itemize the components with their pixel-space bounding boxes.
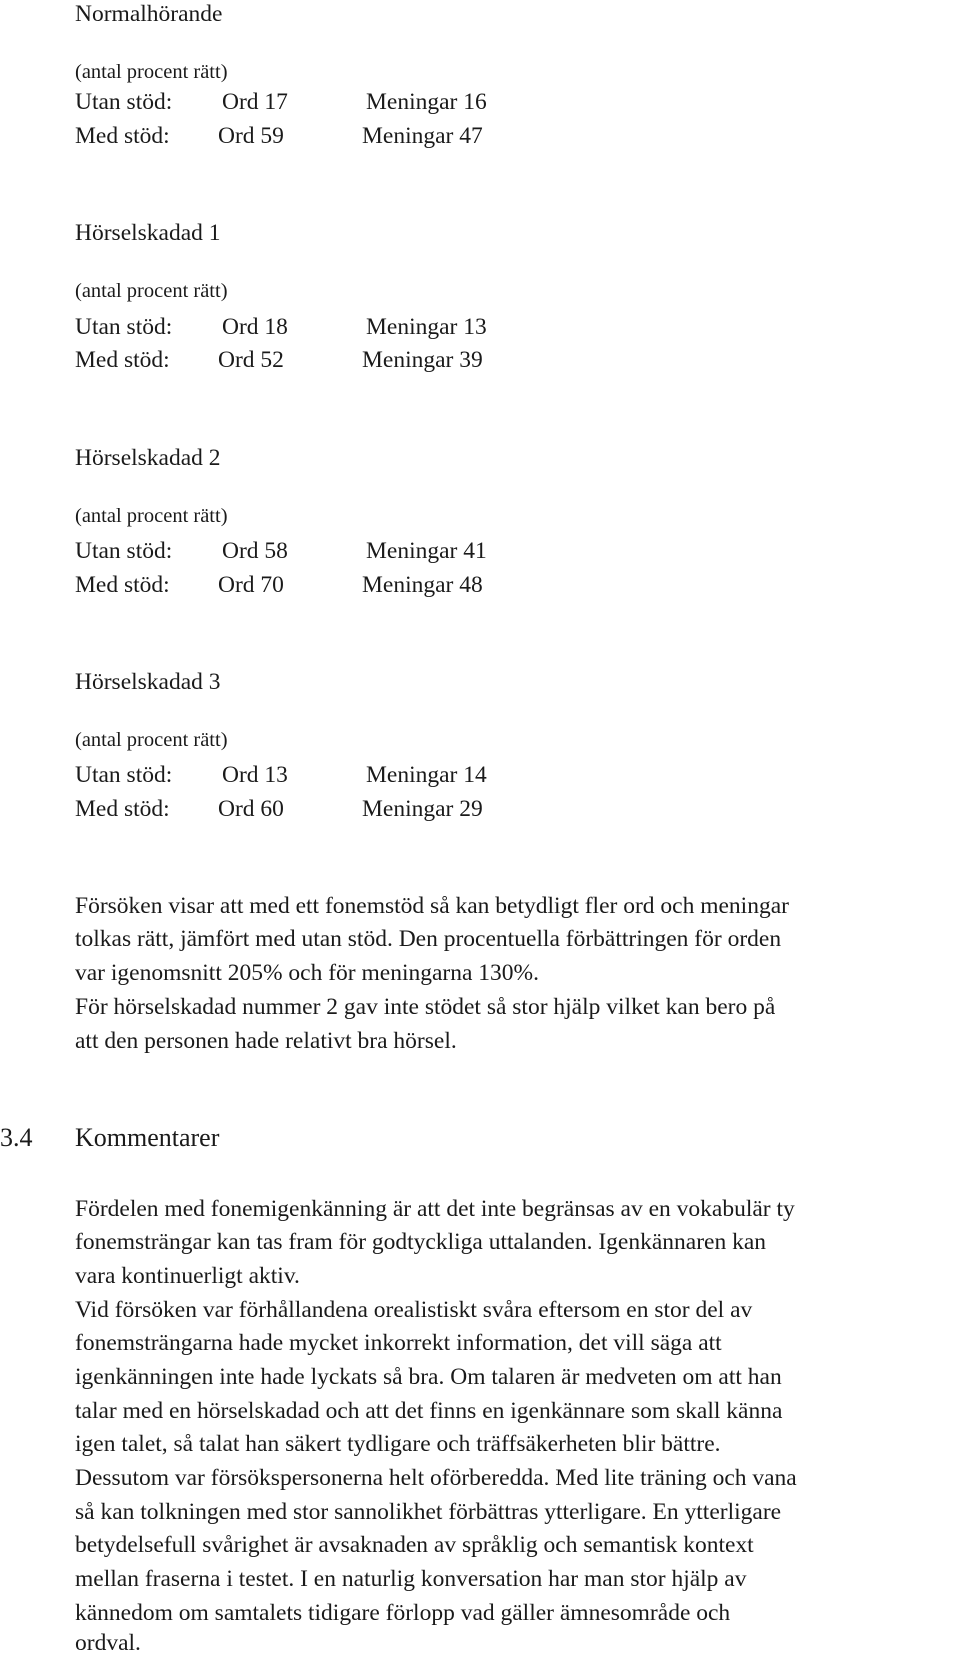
row-label: Utan stöd: <box>75 314 173 340</box>
row-ord: Ord 58 <box>222 538 288 564</box>
group-title: Hörselskadad 2 <box>75 445 221 471</box>
row-meningar: Meningar 47 <box>362 123 483 149</box>
comment-line: fonemsträngar kan tas fram för godtyckliga uttalanden. Igenkännaren kan <box>75 1229 767 1255</box>
summary-line: att den personen hade relativt bra hörsel. <box>75 1028 457 1054</box>
group-unit: (antal procent rätt) <box>75 61 228 83</box>
row-label: Utan stöd: <box>75 89 173 115</box>
row-label: Utan stöd: <box>75 538 173 564</box>
comment-line: Vid försöken var förhållandena orealistiskt svåra eftersom en stor del av <box>75 1297 753 1323</box>
comment-line: Dessutom var försökspersonerna helt oförberedda. Med lite träning och vana <box>75 1465 797 1491</box>
row-ord: Ord 17 <box>222 89 288 115</box>
row-meningar: Meningar 41 <box>366 538 487 564</box>
comment-line: vara kontinuerligt aktiv. <box>75 1263 300 1289</box>
row-meningar: Meningar 39 <box>362 347 483 373</box>
row-meningar: Meningar 16 <box>366 89 487 115</box>
row-ord: Ord 60 <box>218 796 284 822</box>
row-ord: Ord 70 <box>218 572 284 598</box>
row-ord: Ord 52 <box>218 347 284 373</box>
row-ord: Ord 59 <box>218 123 284 149</box>
comment-line: fonemsträngarna hade mycket inkorrekt information, det vill säga att <box>75 1330 722 1356</box>
summary-line: Försöken visar att med ett fonemstöd så kan betydligt fler ord och meningar <box>75 893 789 919</box>
row-meningar: Meningar 13 <box>366 314 487 340</box>
row-label: Med stöd: <box>75 347 170 373</box>
row-meningar: Meningar 14 <box>366 762 487 788</box>
section-title: Kommentarer <box>75 1123 220 1152</box>
comment-line: ordval. <box>75 1630 141 1656</box>
comment-line: kännedom om samtalets tidigare förlopp vad gäller ämnesområde och <box>75 1600 731 1626</box>
comment-line: mellan fraserna i testet. I en naturlig konversation har man stor hjälp av <box>75 1566 747 1592</box>
row-label: Med stöd: <box>75 123 170 149</box>
group-unit: (antal procent rätt) <box>75 729 228 751</box>
comment-line: talar med en hörselskadad och att det finns en igenkännare som skall känna <box>75 1398 783 1424</box>
comment-line: så kan tolkningen med stor sannolikhet förbättras ytterligare. En ytterligare <box>75 1499 782 1525</box>
group-title: Normalhörande <box>75 1 223 27</box>
row-ord: Ord 18 <box>222 314 288 340</box>
summary-line: tolkas rätt, jämfört med utan stöd. Den procentuella förbättringen för orden <box>75 926 782 952</box>
summary-line: var igenomsnitt 205% och för meningarna 130%. <box>75 960 540 986</box>
summary-line: För hörselskadad nummer 2 gav inte stödet så stor hjälp vilket kan bero på <box>75 994 776 1020</box>
row-label: Med stöd: <box>75 796 170 822</box>
comment-line: betydelsefull svårighet är avsaknaden av språklig och semantisk kontext <box>75 1532 754 1558</box>
group-title: Hörselskadad 3 <box>75 669 221 695</box>
group-unit: (antal procent rätt) <box>75 280 228 302</box>
row-label: Med stöd: <box>75 572 170 598</box>
row-label: Utan stöd: <box>75 762 173 788</box>
comment-line: Fördelen med fonemigenkänning är att det inte begränsas av en vokabulär ty <box>75 1196 795 1222</box>
group-title: Hörselskadad 1 <box>75 220 221 246</box>
comment-line: igen talet, så talat han säkert tydligare och träffsäkerheten blir bättre. <box>75 1431 721 1457</box>
row-meningar: Meningar 48 <box>362 572 483 598</box>
comment-line: igenkänningen inte hade lyckats så bra. Om talaren är medveten om att han <box>75 1364 782 1390</box>
row-meningar: Meningar 29 <box>362 796 483 822</box>
group-unit: (antal procent rätt) <box>75 505 228 527</box>
row-ord: Ord 13 <box>222 762 288 788</box>
section-number: 3.4 <box>0 1123 33 1152</box>
